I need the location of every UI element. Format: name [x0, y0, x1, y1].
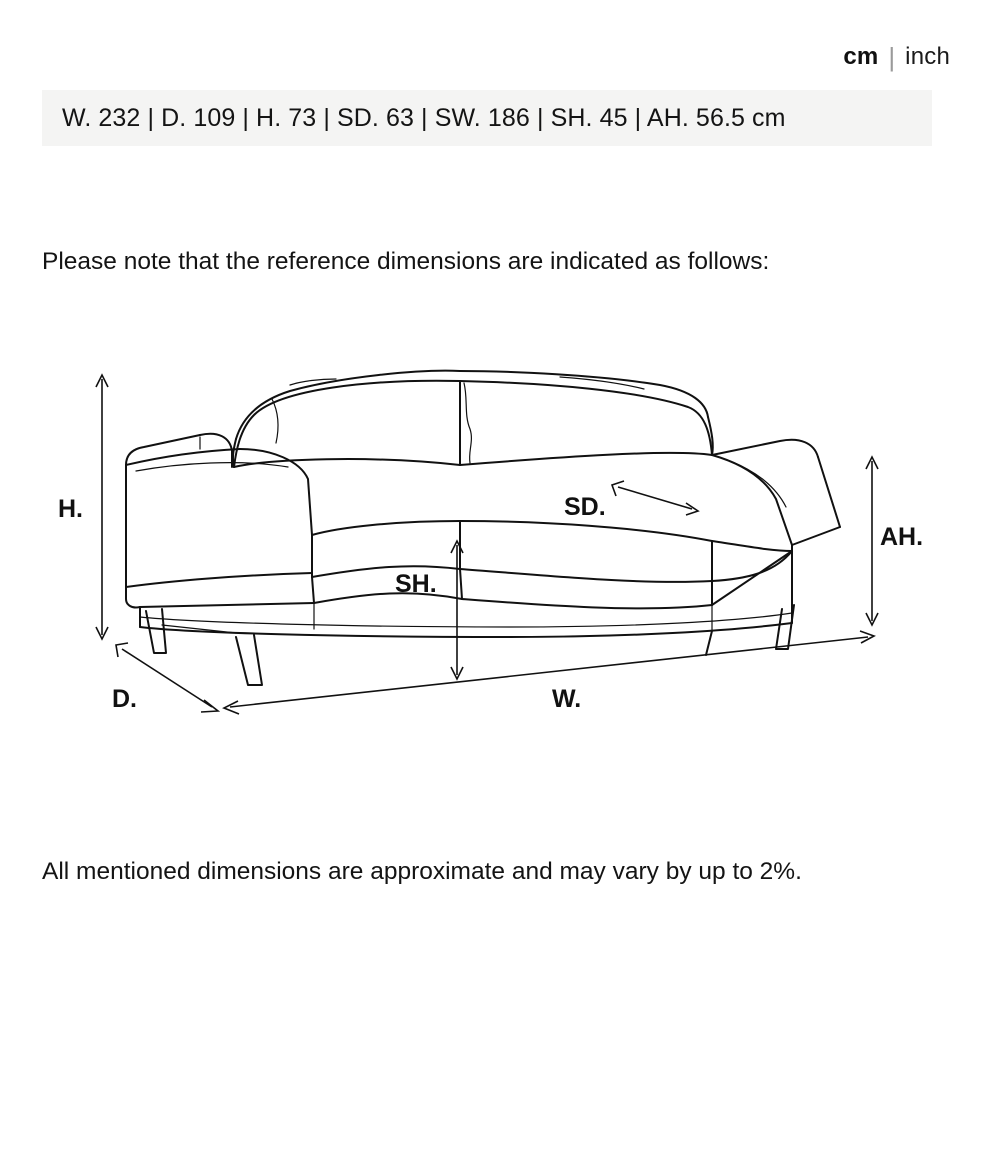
sofa-dimension-diagram: [40, 355, 955, 755]
dimensions-summary-bar: [42, 90, 932, 146]
reference-note-top: Please note that the reference dimensions are indicated as follows:: [42, 247, 770, 275]
unit-separator: |: [888, 42, 896, 72]
unit-toggle[interactable]: [843, 44, 950, 70]
approximate-dimensions-note: All mentioned dimensions are approximate and may vary by up to 2%.: [42, 857, 802, 885]
label-seat-height: SH.: [395, 570, 437, 598]
label-arm-height: AH.: [880, 523, 924, 551]
dimensions-summary-text: W. 232 | D. 109 | H. 73 | SD. 63 | SW. 186 | SH. 45 | AH. 56.5 cm: [62, 103, 786, 132]
label-width: W.: [552, 685, 582, 713]
unit-option-inch[interactable]: inch: [905, 43, 950, 70]
label-depth: D.: [112, 685, 137, 713]
label-seat-depth: SD.: [564, 493, 606, 521]
unit-option-cm[interactable]: cm: [843, 43, 879, 70]
label-height: H.: [58, 495, 83, 523]
